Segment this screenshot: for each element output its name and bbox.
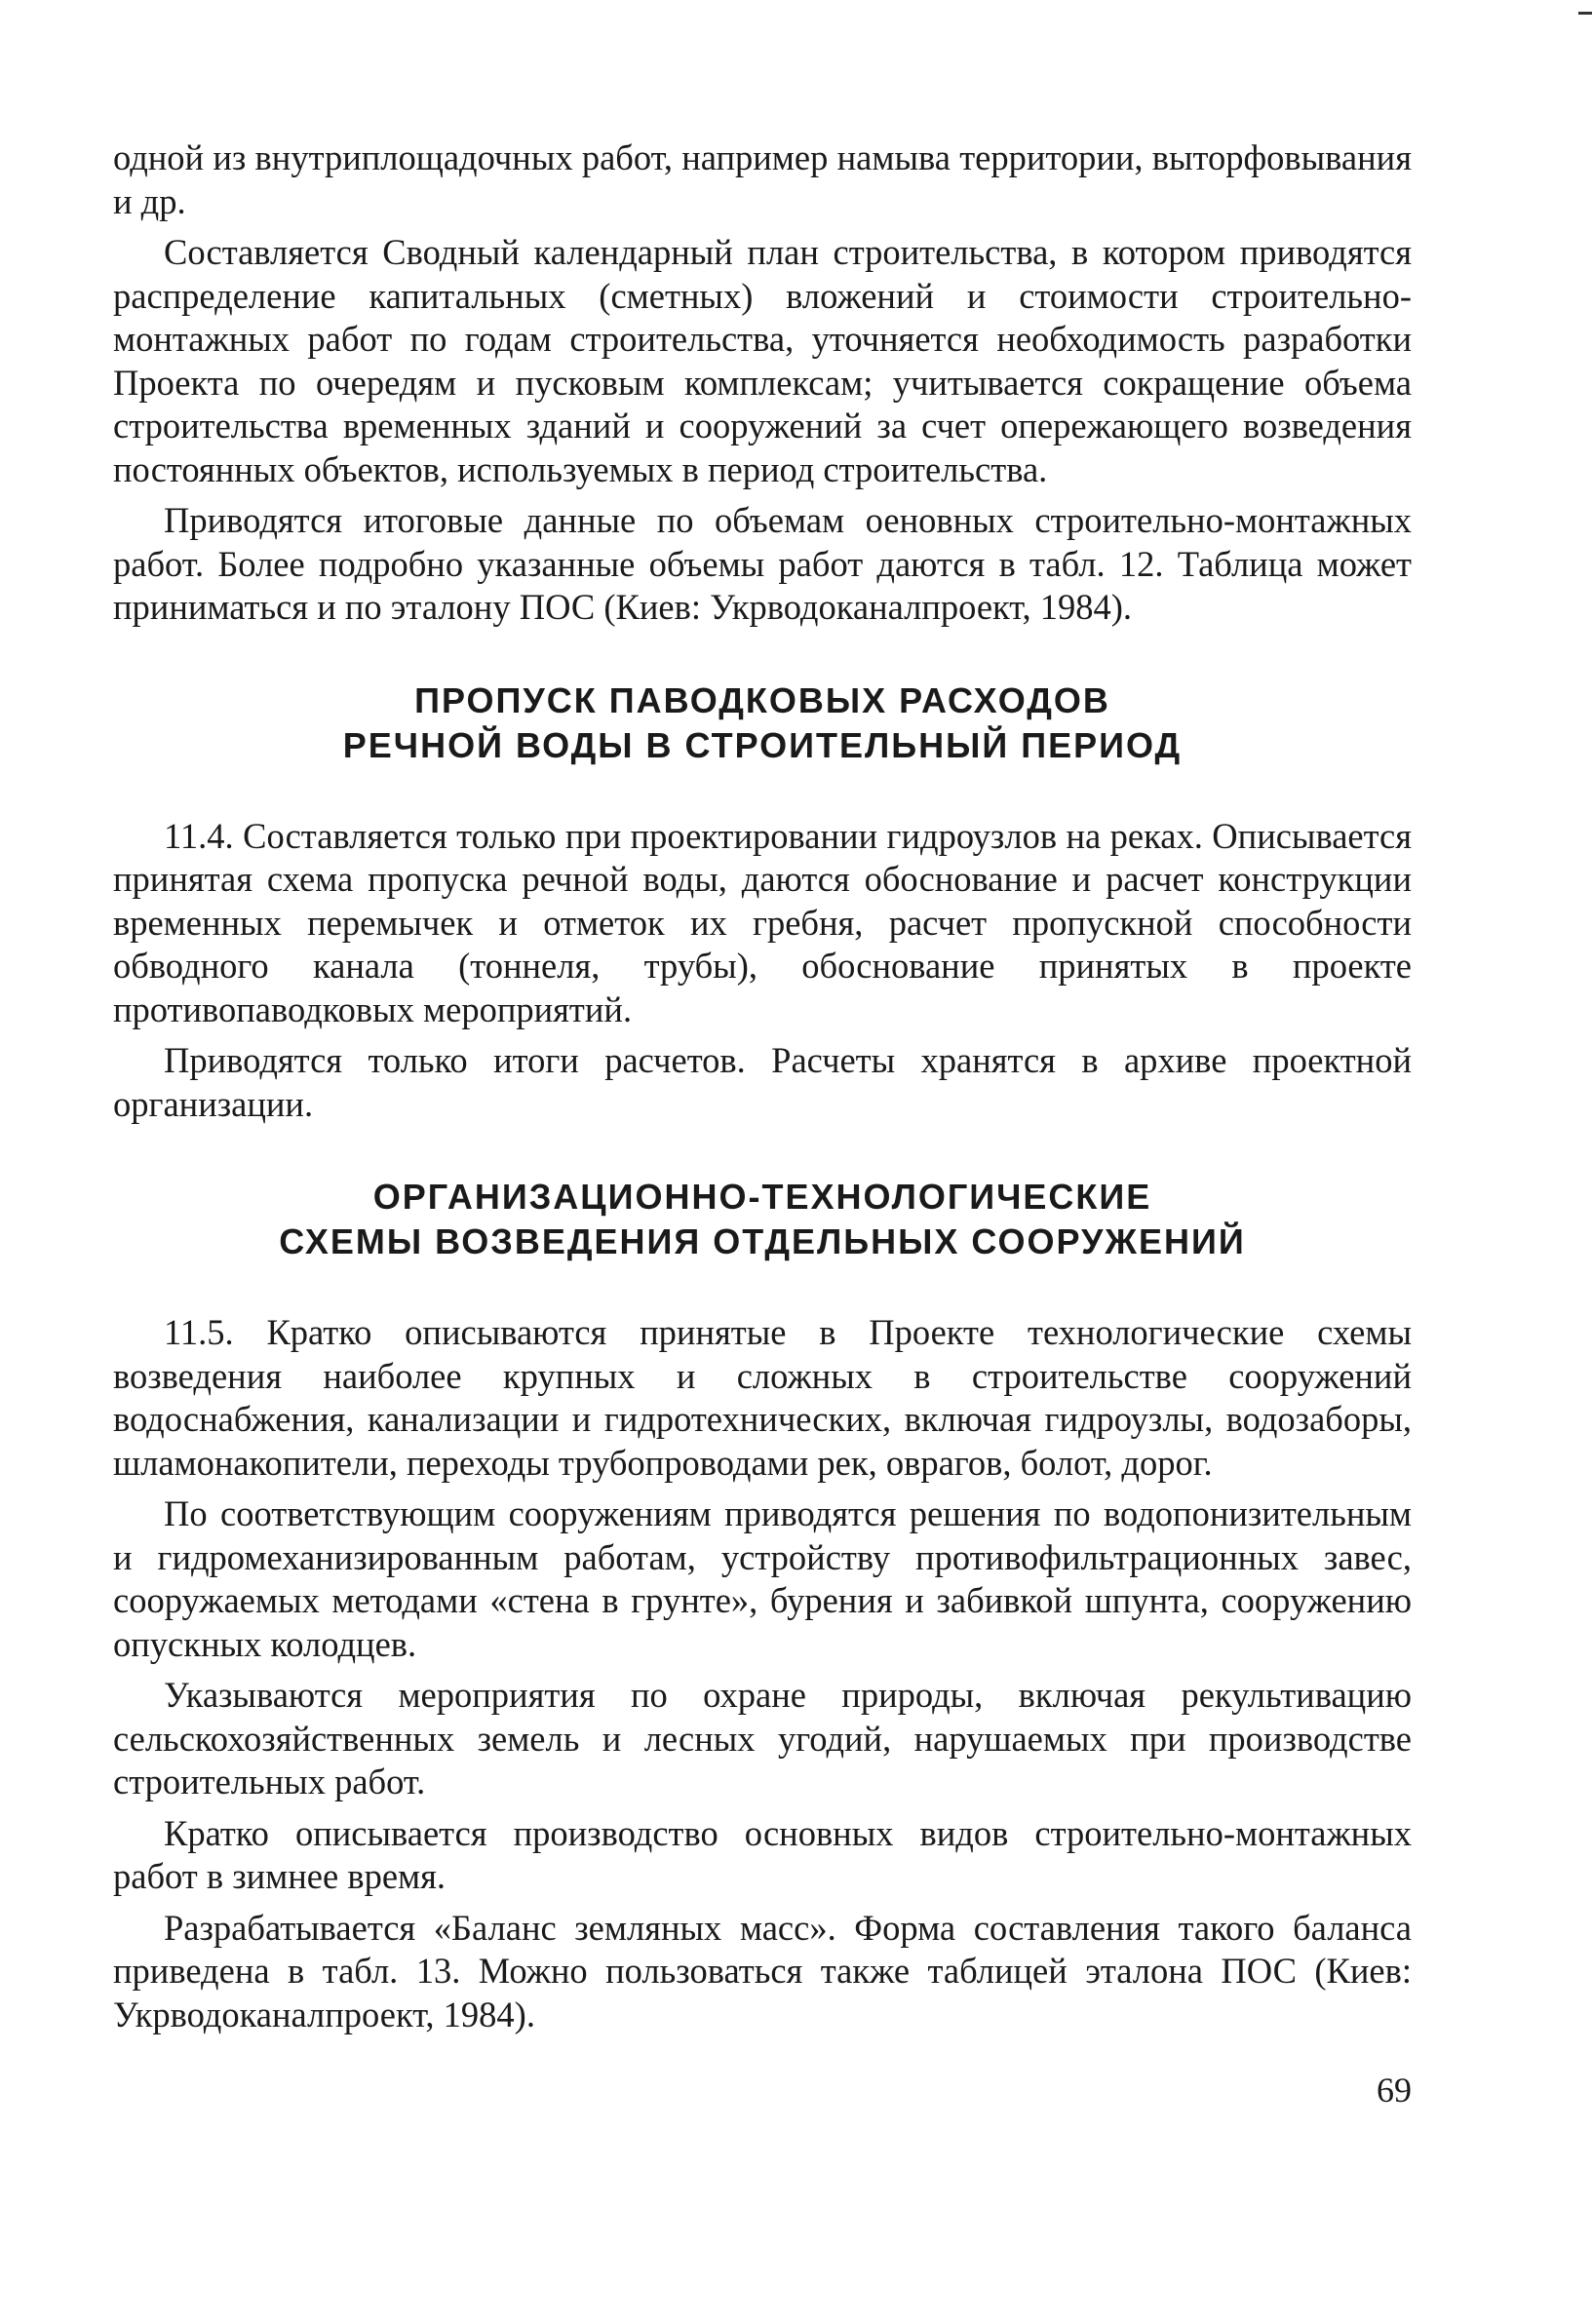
section-heading-flood-passage bbox=[113, 678, 1412, 768]
section-heading-line: СХЕМЫ ВОЗВЕДЕНИЯ ОТДЕЛЬНЫХ СООРУЖЕНИЙ bbox=[279, 1221, 1246, 1261]
section-heading-line: ОРГАНИЗАЦИОННО-ТЕХНОЛОГИЧЕСКИЕ bbox=[372, 1177, 1152, 1217]
clause-text: Составляется только при проектировании гидроузлов на реках. Описывается принятая схема пропуска речной воды, даются обоснование и расчет конструкции временных перемычек и отметок их гребня, расчет пропускной способности обводного канала (тоннеля, трубы), обоснование принятых в проекте противопаводковых мероприятий. bbox=[113, 815, 1412, 1029]
scan-edge-mark bbox=[1578, 12, 1592, 15]
page-number: 69 bbox=[1377, 2071, 1412, 2110]
clause-text: Кратко описываются принятые в Проекте технологические схемы возведения наиболее крупных и сложных в строительстве сооружений водоснабжения, канализации и гидротехнических, включая гидроузлы, водозаборы, шламонакопители, переходы трубопроводами рек, оврагов, болот, дорог. bbox=[113, 1312, 1412, 1483]
clause-number: 11.5. bbox=[164, 1312, 234, 1352]
clause-11-4 bbox=[113, 815, 1412, 1032]
section-heading-technology-schemes bbox=[113, 1175, 1412, 1264]
paragraph-earth-balance: Разрабатывается «Баланс земляных масс». Форма составления такого баланса приведена в табл. 13. Можно пользоваться также таблицей эталона ПОС (Киев: Укрводоканалпроект, 1984). bbox=[113, 1907, 1412, 2034]
paragraph-calculation-results: Приводятся только итоги расчетов. Расчеты хранятся в архиве проектной организации. bbox=[113, 1040, 1412, 1124]
paragraph-calendar-plan: Составляется Сводный календарный план строительства, в котором приводятся распределение капитальных (сметных) вложений и стоимости строительно-монтажных работ по годам строительства, уточняется необходимость разработки Проекта по очередям и пусковым комплексам; учитывается сокращение объема строительства временных зданий и сооружений за счет опережающего возведения постоянных объектов, используемых в период строительства. bbox=[113, 232, 1412, 489]
paragraph-winter-works: Кратко описывается производство основных видов строительно-монтажных работ в зимнее время. bbox=[113, 1812, 1412, 1896]
clause-number: 11.4. bbox=[164, 815, 234, 856]
paragraph-nature-protection: Указываются мероприятия по охране природы, включая рекультивацию сельскохозяйственных земель и лесных угодий, нарушаемых при производстве строительных работ. bbox=[113, 1675, 1412, 1801]
paragraph-special-works: По соответствующим сооружениям приводятся решения по водопонизительным и гидромеханизированным работам, устройству противофильтрационных завес, сооружаемых методами «стена в грунте», бурения и забивкой шпунта, сооружению опускных колодцев. bbox=[113, 1493, 1412, 1664]
section-heading-line: ПРОПУСК ПАВОДКОВЫХ РАСХОДОВ bbox=[414, 679, 1110, 720]
paragraph-continuation: одной из внутриплощадочных работ, например намыва территории, выторфовывания и др. bbox=[113, 137, 1412, 221]
paragraph-summary-volumes: Приводятся итоговые данные по объемам оеновных строительно-монтажных работ. Более подробно указанные объемы работ даются в табл. 12. Таблица может приниматься и по эталону ПОС (Киев: Укрводоканалпроект, 1984). bbox=[113, 500, 1412, 627]
clause-11-5 bbox=[113, 1311, 1412, 1485]
section-heading-line: РЕЧНОЙ ВОДЫ В СТРОИТЕЛЬНЫЙ ПЕРИОД bbox=[342, 724, 1183, 765]
page-body bbox=[113, 136, 1412, 2044]
